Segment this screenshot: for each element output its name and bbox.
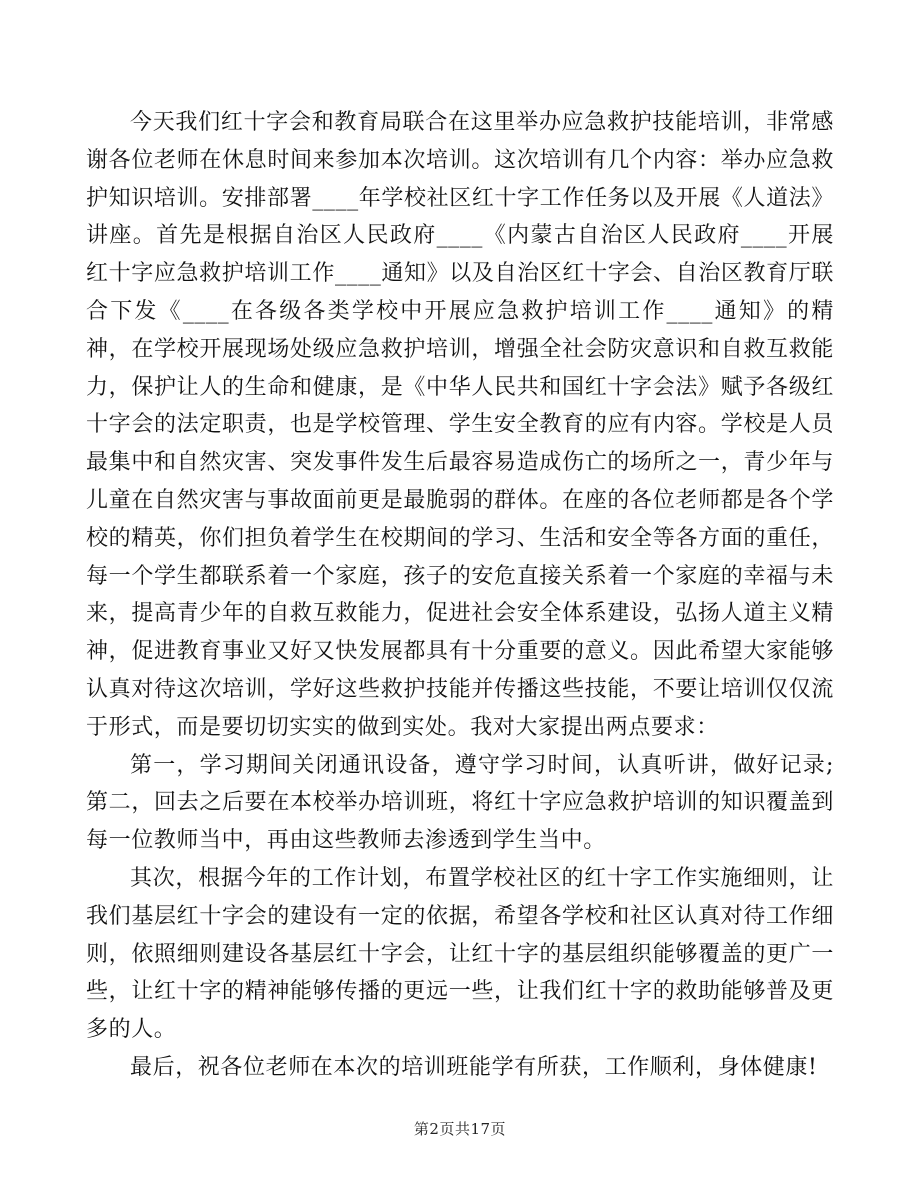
paragraph-intro: 今天我们红十字会和教育局联合在这里举办应急救护技能培训，非常感谢各位老师在休息时间来参加本次培训。这次培训有几个内容：举办应急救护知识培训。安排部署____年学校社区红十字工作任务以及开展《人道法》讲座。首先是根据自治区人民政府____《内蒙古自治区人民政府____开展红十字应急救护培训工作____通知》以及自治区红十字会、自治区教育厅联合下发《____在各级各类学校中开展应急救护培训工作____通知》的精神，在学校开展现场处级应急救护培训，增强全社会防灾意识和自救互救能力，保护让人的生命和健康，是《中华人民共和国红十字会法》赋予各级红十字会的法定职责，也是学校管理、学生安全教育的应有内容。学校是人员最集中和自然灾害、突发事件发生后最容易造成伤亡的场所之一，青少年与儿童在自然灾害与事故面前更是最脆弱的群体。在座的各位老师都是各个学校的精英，你们担负着学生在校期间的学习、生活和安全等各方面的重任，每一个学生都联系着一个家庭，孩子的安危直接关系着一个家庭的幸福与未来，提高青少年的自救互救能力，促进社会安全体系建设，弘扬人道主义精神，促进教育事业又好又快发展都具有十分重要的意义。因此希望大家能够认真对待这次培训，学好这些救护技能并传播这些技能，不要让培训仅仅流于形式，而是要切切实实的做到实处。我对大家提出两点要求： [86, 110, 834, 740]
paragraph-closing: 最后，祝各位老师在本次的培训班能学有所获，工作顺利，身体健康! [130, 1054, 818, 1080]
page-number: 第2页共17页 [413, 1120, 507, 1138]
paragraph-work-plan: 其次，根据今年的工作计划，布置学校社区的红十字工作实施细则，让我们基层红十字会的建设有一定的依据，希望各学校和社区认真对待工作细则，依照细则建设各基层红十字会，让红十字的基层组织能够覆盖的更广一些，让红十字的精神能够传播的更远一些，让我们红十字的救助能够普及更多的人。 [86, 865, 834, 1043]
document-body [86, 104, 834, 1087]
paragraph-requirements: 第一，学习期间关闭通讯设备，遵守学习时间，认真听讲，做好记录;第二，回去之后要在本校举办培训班，将红十字应急救护培训的知识覆盖到每一位教师当中，再由这些教师去渗透到学生当中。 [86, 752, 834, 854]
